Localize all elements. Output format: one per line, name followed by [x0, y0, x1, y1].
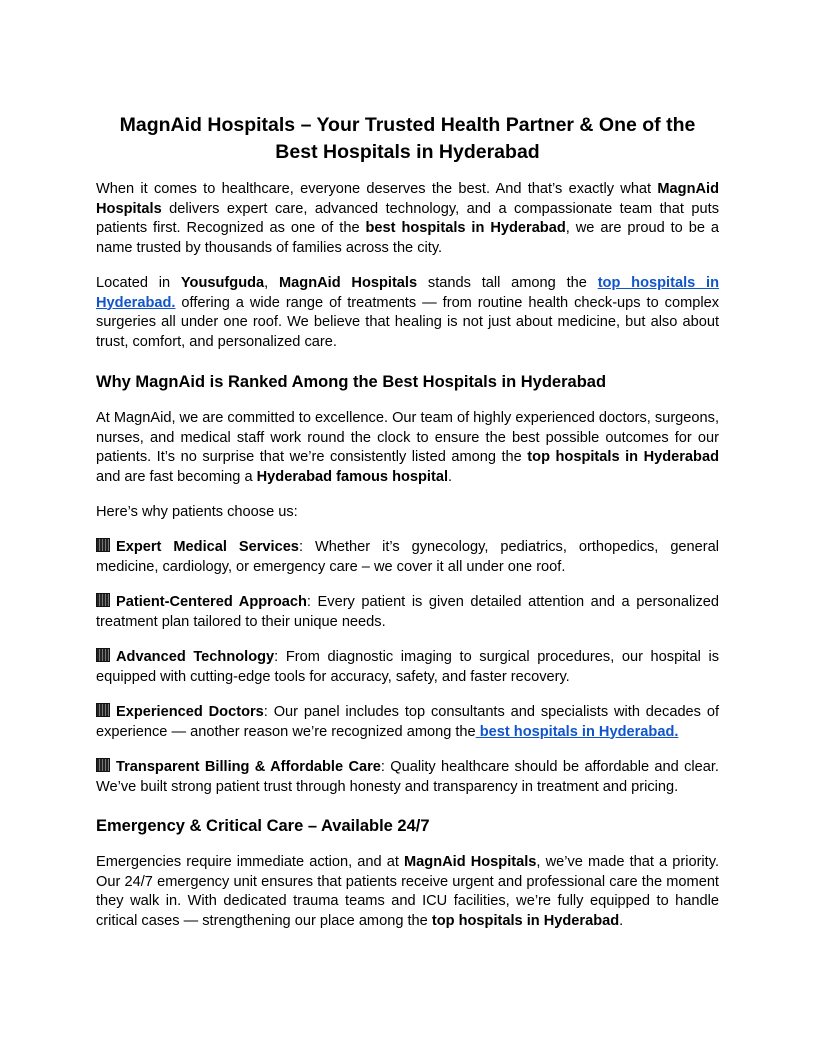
section-heading-why: Why MagnAid is Ranked Among the Best Hospitals in Hyderabad: [96, 373, 607, 391]
feature-item: Expert Medical Services: Whether it’s gynecology, pediatrics, orthopedics, general medicine, cardiology, or emergency care – we cover it all under one roof.: [96, 539, 719, 575]
best-hospitals-link[interactable]: best hospitals in Hyderabad.: [475, 723, 679, 740]
commitment-paragraph: At MagnAid, we are committed to excellence. Our team of highly experienced doctors, surgeons, nurses, and medical staff work round the clock to ensure the best possible outcomes for our patients. It’s no surprise that we’re consistently listed among the top hospitals in Hyderabad and are fast becoming a Hyderabad famous hospital.: [96, 410, 719, 485]
section-heading-emergency: Emergency & Critical Care – Available 24/7: [96, 817, 430, 835]
top-hospitals-link[interactable]: top hospitals in Hyderabad.: [96, 275, 720, 311]
page-title: MagnAid Hospitals – Your Trusted Health Partner & One of the Best Hospitals in Hyderabad: [119, 114, 696, 163]
location-paragraph: Located in Yousufguda, MagnAid Hospitals stands tall among the top hospitals in Hyderabad. offering a wide range of treatments — from routine health check-ups to complex surgeries all under one roof. We believe that healing is not just about medicine, but also about trust, comfort, and personalized care.: [96, 275, 720, 350]
feature-item: Experienced Doctors: Our panel includes top consultants and specialists with decades of experience — another reason we’re recognized among the best hospitals in Hyderabad.: [96, 704, 719, 740]
bullet-square-icon: [96, 538, 110, 552]
emergency-paragraph: Emergencies require immediate action, and at MagnAid Hospitals, we’ve made that a priority. Our 24/7 emergency unit ensures that patients receive urgent and professional care the moment they walk in. With dedicated trauma teams and ICU facilities, we’re fully equipped to handle critical cases — strengthening our place among the top hospitals in Hyderabad.: [96, 854, 719, 929]
bullet-square-icon: [96, 703, 110, 717]
intro-paragraph: When it comes to healthcare, everyone deserves the best. And that’s exactly what MagnAid Hospitals delivers expert care, advanced technology, and a compassionate team that puts patients first. Recognized as one of the best hospitals in Hyderabad, we are proud to be a name trusted by thousands of families across the city.: [96, 181, 719, 256]
bullet-square-icon: [96, 758, 110, 772]
feature-item: Advanced Technology: From diagnostic imaging to surgical procedures, our hospital is equipped with cutting-edge tools for accuracy, safety, and faster recovery.: [96, 649, 720, 685]
feature-item: Transparent Billing & Affordable Care: Quality healthcare should be affordable and clear. We’ve built strong patient trust through honesty and transparency in treatment and pricing.: [96, 759, 719, 795]
bullet-square-icon: [96, 593, 110, 607]
bullet-square-icon: [96, 648, 110, 662]
feature-item: Patient-Centered Approach: Every patient is given detailed attention and a personalized treatment plan tailored to their unique needs.: [96, 594, 719, 630]
why-choose-intro: Here’s why patients choose us:: [96, 504, 298, 520]
